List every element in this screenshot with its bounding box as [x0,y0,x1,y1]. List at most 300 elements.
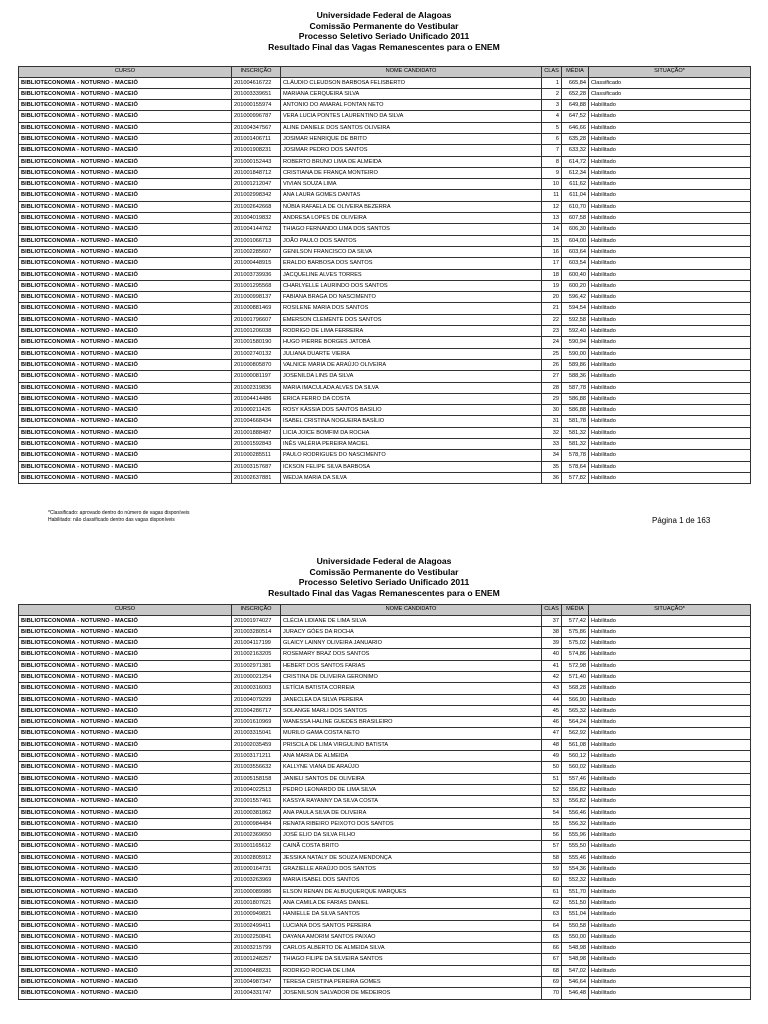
cell-situacao: Habilitado [589,739,751,750]
table-row [19,807,751,818]
cell-inscricao: 201003556632 [232,762,281,773]
cell-inscricao: 201004987347 [232,977,281,988]
cell-clas: 9 [542,167,562,178]
cell-media: 607,58 [562,213,589,224]
table-row [19,796,751,807]
cell-clas: 16 [542,246,562,257]
cell-clas: 15 [542,235,562,246]
cell-inscricao: 201002499411 [232,920,281,931]
cell-inscricao: 201004117199 [232,638,281,649]
cell-nome: CARLOS ALBERTO DE ALMEIDA SILVA [281,943,542,954]
table-row [19,461,751,472]
cell-situacao: Habilitado [589,167,751,178]
cell-media: 587,78 [562,382,589,393]
cell-clas: 33 [542,439,562,450]
cell-situacao: Habilitado [589,954,751,965]
cell-clas: 51 [542,773,562,784]
table-row [19,167,751,178]
cell-media: 633,32 [562,145,589,156]
results-table [18,66,751,484]
cell-nome: ANA MARIA DE ALMEIDA [281,751,542,762]
cell-media: 568,28 [562,683,589,694]
cell-inscricao: 201001888487 [232,427,281,438]
cell-curso: BIBLIOTECONOMIA - NOTURNO - MACEIÓ [19,258,232,269]
cell-inscricao: 201001974027 [232,615,281,626]
cell-nome: VALNICE MARIA DE ARAÚJO OLIVEIRA [281,359,542,370]
cell-media: 556,82 [562,784,589,795]
cell-situacao: Habilitado [589,450,751,461]
cell-clas: 62 [542,897,562,908]
footnote-habilitado: Habilitado: não classificado dentro das vagas disponíveis [48,517,175,523]
table-row [19,359,751,370]
table-row [19,977,751,988]
cell-situacao: Habilitado [589,943,751,954]
table-row [19,954,751,965]
header-university: Universidade Federal de Alagoas [316,556,452,566]
cell-clas: 7 [542,145,562,156]
results-table [18,604,751,1000]
cell-inscricao: 201004616722 [232,77,281,88]
cell-inscricao: 201004019832 [232,213,281,224]
cell-nome: JESSIKA NATALY DE SOUZA MENDONÇA [281,852,542,863]
cell-situacao: Habilitado [589,977,751,988]
cell-situacao: Habilitado [589,796,751,807]
cell-clas: 67 [542,954,562,965]
col-header-nome: NOME CANDIDATO [281,67,542,78]
cell-media: 556,82 [562,796,589,807]
cell-nome: MARIA ISABEL DOS SANTOS [281,875,542,886]
cell-situacao: Habilitado [589,190,751,201]
cell-nome: NÚBIA RAFAELA DE OLIVEIRA BEZERRA [281,201,542,212]
cell-situacao: Habilitado [589,864,751,875]
cell-curso: BIBLIOTECONOMIA - NOTURNO - MACEIÓ [19,337,232,348]
table-row [19,393,751,404]
cell-clas: 43 [542,683,562,694]
cell-nome: PAULO RODRIGUES DO NASCIMENTO [281,450,542,461]
cell-nome: KASSYA RAYANNY DA SILVA COSTA [281,796,542,807]
cell-curso: BIBLIOTECONOMIA - NOTURNO - MACEIÓ [19,954,232,965]
cell-nome: KALLYNE VIANA DE ARAÚJO [281,762,542,773]
cell-media: 578,78 [562,450,589,461]
cell-curso: BIBLIOTECONOMIA - NOTURNO - MACEIÓ [19,461,232,472]
table-row [19,337,751,348]
cell-curso: BIBLIOTECONOMIA - NOTURNO - MACEIÓ [19,615,232,626]
cell-curso: BIBLIOTECONOMIA - NOTURNO - MACEIÓ [19,416,232,427]
cell-media: 592,58 [562,314,589,325]
cell-inscricao: 201000805870 [232,359,281,370]
table-row [19,326,751,337]
cell-situacao: Habilitado [589,303,751,314]
cell-curso: BIBLIOTECONOMIA - NOTURNO - MACEIÓ [19,773,232,784]
cell-curso: BIBLIOTECONOMIA - NOTURNO - MACEIÓ [19,649,232,660]
cell-curso: BIBLIOTECONOMIA - NOTURNO - MACEIÓ [19,100,232,111]
cell-media: 566,90 [562,694,589,705]
cell-media: 594,54 [562,303,589,314]
cell-curso: BIBLIOTECONOMIA - NOTURNO - MACEIÓ [19,852,232,863]
cell-curso: BIBLIOTECONOMIA - NOTURNO - MACEIÓ [19,920,232,931]
cell-nome: PEDRO LEONARDO DE LIMA SILVA [281,784,542,795]
table-row [19,314,751,325]
header-process: Processo Seletivo Seriado Unificado 2011 [298,31,470,41]
cell-clas: 4 [542,111,562,122]
table-row [19,762,751,773]
cell-media: 554,36 [562,864,589,875]
cell-inscricao: 201000984484 [232,818,281,829]
cell-media: 552,32 [562,875,589,886]
cell-situacao: Habilitado [589,371,751,382]
cell-inscricao: 201002250841 [232,931,281,942]
table-row [19,638,751,649]
cell-inscricao: 201003157687 [232,461,281,472]
cell-inscricao: 201004144762 [232,224,281,235]
cell-clas: 26 [542,359,562,370]
cell-inscricao: 201003315041 [232,728,281,739]
cell-nome: JOSIMAR HENRIQUE DE BRITO [281,133,542,144]
cell-clas: 6 [542,133,562,144]
cell-clas: 48 [542,739,562,750]
cell-situacao: Habilitado [589,705,751,716]
cell-situacao: Habilitado [589,660,751,671]
col-header-situacao: SITUAÇÃO* [589,605,751,616]
cell-nome: ALINE DANIELE DOS SANTOS OLIVEIRA [281,122,542,133]
cell-clas: 38 [542,626,562,637]
cell-situacao: Habilitado [589,965,751,976]
cell-media: 603,64 [562,246,589,257]
footnote [48,510,189,524]
col-header-inscricao: INSCRIÇÃO [232,67,281,78]
cell-clas: 66 [542,943,562,954]
cell-curso: BIBLIOTECONOMIA - NOTURNO - MACEIÓ [19,909,232,920]
table-row [19,773,751,784]
cell-nome: SOLANGE MARLI DOS SANTOS [281,705,542,716]
cell-nome: CLÉCIA LIDIANE DE LIMA SILVA [281,615,542,626]
cell-media: 604,00 [562,235,589,246]
cell-media: 557,46 [562,773,589,784]
cell-clas: 47 [542,728,562,739]
cell-situacao: Habilitado [589,111,751,122]
cell-nome: WANESSA HALINE GUEDES BRASILEIRO [281,717,542,728]
cell-media: 589,86 [562,359,589,370]
cell-curso: BIBLIOTECONOMIA - NOTURNO - MACEIÓ [19,626,232,637]
footnote-classificado: *Classificado: aprovado dentro do número de vagas disponíveis [48,510,190,516]
cell-inscricao: 201002163205 [232,649,281,660]
cell-curso: BIBLIOTECONOMIA - NOTURNO - MACEIÓ [19,122,232,133]
cell-situacao: Habilitado [589,348,751,359]
cell-situacao: Habilitado [589,920,751,931]
cell-situacao: Habilitado [589,897,751,908]
cell-clas: 32 [542,427,562,438]
cell-nome: ICKSON FELIPE SILVA BARBOSA [281,461,542,472]
cell-clas: 49 [542,751,562,762]
cell-situacao: Habilitado [589,852,751,863]
cell-clas: 61 [542,886,562,897]
cell-nome: HANIELLE DA SILVA SANTOS [281,909,542,920]
cell-inscricao: 201000488231 [232,965,281,976]
cell-curso: BIBLIOTECONOMIA - NOTURNO - MACEIÓ [19,213,232,224]
cell-media: 592,40 [562,326,589,337]
cell-clas: 20 [542,292,562,303]
cell-nome: THIAGO FERNANDO LIMA DOS SANTOS [281,224,542,235]
cell-nome: ISABEL CRISTINA NOGUEIRA BASÍLIO [281,416,542,427]
cell-inscricao: 201000285511 [232,450,281,461]
cell-curso: BIBLIOTECONOMIA - NOTURNO - MACEIÓ [19,167,232,178]
table-row [19,694,751,705]
table-row [19,405,751,416]
table-row [19,988,751,999]
cell-media: 586,88 [562,405,589,416]
table-row [19,920,751,931]
table-row [19,450,751,461]
cell-clas: 60 [542,875,562,886]
cell-inscricao: 201002637881 [232,472,281,483]
page-header [0,0,768,52]
cell-curso: BIBLIOTECONOMIA - NOTURNO - MACEIÓ [19,796,232,807]
cell-inscricao: 201000211426 [232,405,281,416]
cell-clas: 58 [542,852,562,863]
cell-nome: DAYANA AMORIM SANTOS PAIXAO [281,931,542,942]
cell-clas: 56 [542,830,562,841]
cell-media: 555,96 [562,830,589,841]
cell-inscricao: 201001406711 [232,133,281,144]
cell-clas: 63 [542,909,562,920]
cell-inscricao: 201001848712 [232,167,281,178]
cell-nome: ERICA FERRO DA COSTA [281,393,542,404]
page-number: Página 1 de 163 [652,516,711,525]
cell-media: 578,64 [562,461,589,472]
cell-curso: BIBLIOTECONOMIA - NOTURNO - MACEIÓ [19,439,232,450]
cell-situacao: Habilitado [589,314,751,325]
cell-nome: RODRIGO ROCHA DE LIMA [281,965,542,976]
cell-inscricao: 201004079299 [232,694,281,705]
cell-situacao: Habilitado [589,886,751,897]
header-university: Universidade Federal de Alagoas [316,10,452,20]
cell-clas: 36 [542,472,562,483]
cell-situacao: Habilitado [589,830,751,841]
cell-inscricao: 201002805912 [232,852,281,863]
cell-media: 547,02 [562,965,589,976]
cell-curso: BIBLIOTECONOMIA - NOTURNO - MACEIÓ [19,671,232,682]
cell-curso: BIBLIOTECONOMIA - NOTURNO - MACEIÓ [19,694,232,705]
cell-media: 546,48 [562,988,589,999]
cell-clas: 41 [542,660,562,671]
cell-inscricao: 201000998137 [232,292,281,303]
header-commission: Comissão Permanente do Vestibular [309,20,459,31]
cell-media: 551,04 [562,909,589,920]
cell-media: 556,32 [562,818,589,829]
cell-situacao: Habilitado [589,649,751,660]
cell-situacao: Habilitado [589,405,751,416]
cell-nome: GLAICY LAINNY OLIVEIRA JANUARIO [281,638,542,649]
table-row [19,292,751,303]
table-row [19,739,751,750]
cell-clas: 42 [542,671,562,682]
cell-inscricao: 201002319836 [232,382,281,393]
cell-media: 665,84 [562,77,589,88]
table-row [19,830,751,841]
cell-inscricao: 201001592843 [232,439,281,450]
cell-nome: CLÁUDIO CLEUDSON BARBOSA FELISBERTO [281,77,542,88]
cell-media: 635,28 [562,133,589,144]
table-row [19,77,751,88]
cell-clas: 21 [542,303,562,314]
cell-clas: 52 [542,784,562,795]
cell-inscricao: 201000996787 [232,111,281,122]
cell-situacao: Habilitado [589,683,751,694]
cell-curso: BIBLIOTECONOMIA - NOTURNO - MACEIÓ [19,201,232,212]
cell-clas: 23 [542,326,562,337]
cell-situacao: Habilitado [589,931,751,942]
cell-nome: CHARLYELLE LAURINDO DOS SANTOS [281,280,542,291]
cell-media: 647,52 [562,111,589,122]
cell-curso: BIBLIOTECONOMIA - NOTURNO - MACEIÓ [19,269,232,280]
col-header-media: MÉDIA [562,67,589,78]
cell-curso: BIBLIOTECONOMIA - NOTURNO - MACEIÓ [19,660,232,671]
cell-clas: 40 [542,649,562,660]
cell-clas: 5 [542,122,562,133]
cell-media: 590,00 [562,348,589,359]
cell-media: 652,28 [562,88,589,99]
cell-nome: ANA CAMILA DE FARIAS DANIEL [281,897,542,908]
cell-inscricao: 201003171211 [232,751,281,762]
cell-situacao: Habilitado [589,626,751,637]
table-row [19,897,751,908]
cell-media: 572,98 [562,660,589,671]
cell-curso: BIBLIOTECONOMIA - NOTURNO - MACEIÓ [19,931,232,942]
cell-curso: BIBLIOTECONOMIA - NOTURNO - MACEIÓ [19,292,232,303]
col-header-curso: CURSO [19,605,232,616]
table-row [19,852,751,863]
cell-clas: 64 [542,920,562,931]
cell-clas: 25 [542,348,562,359]
cell-media: 600,20 [562,280,589,291]
cell-curso: BIBLIOTECONOMIA - NOTURNO - MACEIÓ [19,382,232,393]
cell-curso: BIBLIOTECONOMIA - NOTURNO - MACEIÓ [19,988,232,999]
cell-curso: BIBLIOTECONOMIA - NOTURNO - MACEIÓ [19,897,232,908]
cell-media: 555,50 [562,841,589,852]
cell-curso: BIBLIOTECONOMIA - NOTURNO - MACEIÓ [19,246,232,257]
cell-nome: JOSÉ ELIO DA SILVA FILHO [281,830,542,841]
cell-situacao: Habilitado [589,638,751,649]
cell-curso: BIBLIOTECONOMIA - NOTURNO - MACEIÓ [19,111,232,122]
table-row [19,728,751,739]
cell-nome: CAINÃ COSTA BRITO [281,841,542,852]
cell-situacao: Habilitado [589,382,751,393]
cell-curso: BIBLIOTECONOMIA - NOTURNO - MACEIÓ [19,450,232,461]
cell-media: 611,62 [562,179,589,190]
cell-situacao: Habilitado [589,807,751,818]
cell-curso: BIBLIOTECONOMIA - NOTURNO - MACEIÓ [19,841,232,852]
cell-nome: MARIA IMACULADA ALVES DA SILVA [281,382,542,393]
cell-clas: 31 [542,416,562,427]
cell-situacao: Habilitado [589,461,751,472]
cell-clas: 50 [542,762,562,773]
cell-clas: 18 [542,269,562,280]
cell-clas: 29 [542,393,562,404]
cell-clas: 55 [542,818,562,829]
table-row [19,784,751,795]
cell-clas: 10 [542,179,562,190]
cell-nome: EMERSON CLEMENTE DOS SANTOS [281,314,542,325]
cell-clas: 17 [542,258,562,269]
table-row [19,88,751,99]
cell-situacao: Habilitado [589,615,751,626]
table-row [19,246,751,257]
cell-clas: 19 [542,280,562,291]
cell-media: 649,88 [562,100,589,111]
table-row [19,965,751,976]
cell-media: 556,46 [562,807,589,818]
cell-situacao: Habilitado [589,472,751,483]
cell-nome: GRAZIELLE ARAÚJO DOS SANTOS [281,864,542,875]
cell-inscricao: 201003215799 [232,943,281,954]
cell-inscricao: 201000155974 [232,100,281,111]
table-row [19,303,751,314]
cell-nome: INÊS VALÉRIA PEREIRA MACIEL [281,439,542,450]
cell-inscricao: 201000949821 [232,909,281,920]
cell-curso: BIBLIOTECONOMIA - NOTURNO - MACEIÓ [19,751,232,762]
table-header-row [19,605,751,616]
cell-nome: MARIANA CERQUEIRA SILVA [281,88,542,99]
cell-inscricao: 201000089986 [232,886,281,897]
cell-situacao: Habilitado [589,762,751,773]
cell-nome: CRISTINA DE OLIVEIRA GERONIMO [281,671,542,682]
cell-inscricao: 201001206038 [232,326,281,337]
cell-situacao: Habilitado [589,156,751,167]
col-header-media: MÉDIA [562,605,589,616]
table-row [19,416,751,427]
cell-nome: ANA LAURA GOMES DANTAS [281,190,542,201]
cell-media: 555,46 [562,852,589,863]
cell-curso: BIBLIOTECONOMIA - NOTURNO - MACEIÓ [19,133,232,144]
cell-inscricao: 201001807621 [232,897,281,908]
cell-curso: BIBLIOTECONOMIA - NOTURNO - MACEIÓ [19,807,232,818]
cell-media: 574,86 [562,649,589,660]
table-row [19,472,751,483]
cell-situacao: Habilitado [589,100,751,111]
cell-inscricao: 201002285607 [232,246,281,257]
cell-nome: JANECLEA DA SILVA PEREIRA [281,694,542,705]
cell-media: 560,02 [562,762,589,773]
cell-media: 577,42 [562,615,589,626]
cell-nome: LETÍCIA BATISTA CORREIA [281,683,542,694]
table-row [19,427,751,438]
cell-media: 610,70 [562,201,589,212]
cell-nome: TERESA CRISTINA PEREIRA GOMES [281,977,542,988]
cell-situacao: Habilitado [589,841,751,852]
table-row [19,841,751,852]
cell-inscricao: 201003739936 [232,269,281,280]
table-row [19,224,751,235]
cell-nome: THIAGO FILIPE DA SILVEIRA SANTOS [281,954,542,965]
col-header-clas: CLAS [542,605,562,616]
cell-inscricao: 201000152443 [232,156,281,167]
cell-clas: 30 [542,405,562,416]
cell-curso: BIBLIOTECONOMIA - NOTURNO - MACEIÓ [19,784,232,795]
cell-inscricao: 201000381862 [232,807,281,818]
cell-inscricao: 201002740132 [232,348,281,359]
cell-situacao: Habilitado [589,416,751,427]
table-row [19,145,751,156]
cell-nome: GENILSON FRANCISCO DA SILVA [281,246,542,257]
cell-curso: BIBLIOTECONOMIA - NOTURNO - MACEIÓ [19,393,232,404]
cell-clas: 24 [542,337,562,348]
cell-clas: 39 [542,638,562,649]
cell-clas: 44 [542,694,562,705]
cell-nome: JURACY GÓES DA ROCHA [281,626,542,637]
cell-inscricao: 201002369650 [232,830,281,841]
cell-situacao: Habilitado [589,246,751,257]
cell-curso: BIBLIOTECONOMIA - NOTURNO - MACEIÓ [19,830,232,841]
